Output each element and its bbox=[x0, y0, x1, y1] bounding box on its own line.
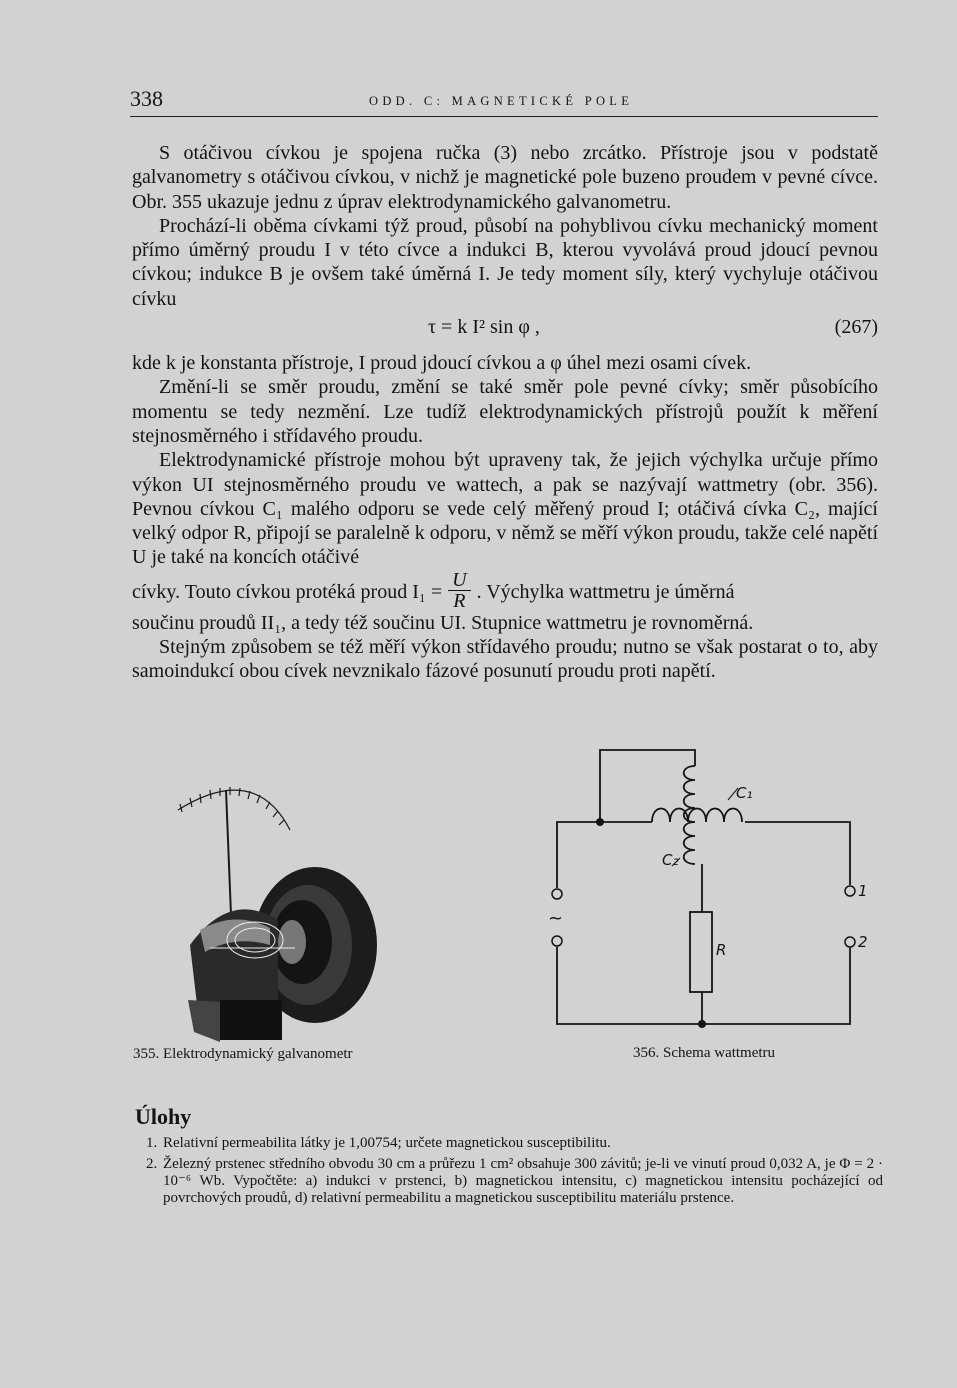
exercise-number: 1. bbox=[146, 1135, 158, 1151]
equation-number: (267) bbox=[834, 316, 878, 339]
text-fragment: . Výchylka wattmetru je úměrná bbox=[476, 580, 735, 603]
paragraph: Stejným způsobem se též měří výkon střídavého proudu; nutno se však postarat o to, aby samoindukcí obou cívek nevznikalo fázové posunutí proudu proti napětí. bbox=[132, 636, 878, 683]
exercise-number: 2. bbox=[146, 1156, 158, 1172]
exercise-text: Železný prstenec středního obvodu 30 cm a průřezu 1 cm² obsahuje 300 závitů; je-li ve vinutí proud 0,032 A, je Φ = 2 · 10⁻⁶ Wb. Vypočtěte: a) indukci v prstenci, b) magnetickou intensitu, c) magnetickou intensitu pocházející od povrchových proudů, d) relativní permeabilitu a magnetickou susceptibilitu materiálu prstence. bbox=[163, 1156, 883, 1206]
running-head: ODD. C: MAGNETICKÉ POLE bbox=[369, 94, 634, 108]
label-terminal-1: 1 bbox=[858, 882, 868, 900]
label-c2: C₂ bbox=[662, 851, 679, 869]
wattmeter-schematic bbox=[540, 740, 870, 1040]
label-terminal-2: 2 bbox=[858, 933, 868, 951]
paragraph: součinu proudů II₁, a tedy též součinu UI. Stupnice wattmetru je rovnoměrná. bbox=[132, 611, 754, 634]
page-header bbox=[130, 86, 878, 117]
fraction-denominator: R bbox=[448, 590, 470, 611]
paragraph: kde k je konstanta přístroje, I proud jdoucí cívkou a φ úhel mezi osami cívek. bbox=[132, 352, 752, 375]
paragraph: Elektrodynamické přístroje mohou být upraveny tak, že jejich výchylka určuje přímo výkon UI stejnosměrného proudu ve wattech, a pak se nazývají wattmetry (obr. 356). Pevnou cívkou C₁ malého odporu se vede celý měřený proud I; otáčivá cívka C₂, mající velký odpor R, připojí se paralelně k odporu, v němž se měří výkon proudu, takže celé napětí U je také na koncích otáčivé bbox=[132, 449, 878, 569]
fraction-u-over-r bbox=[448, 570, 470, 611]
galvanometer-illustration bbox=[160, 770, 390, 1045]
text-fragment: cívky. Touto cívkou protéká proud I₁ = bbox=[132, 580, 443, 603]
label-c1: C₁ bbox=[736, 784, 753, 802]
paragraph-with-fraction bbox=[132, 570, 878, 611]
formula: τ = k I² sin φ , bbox=[428, 316, 540, 339]
paragraph: Změní-li se směr proudu, změní se také směr pole pevné cívky; směr působícího momentu se tedy nezmění. Lze tudíž elektrodynamických přístrojů použít k měření stejnosměrného i střídavého proudu. bbox=[132, 376, 878, 447]
exercise-item bbox=[146, 1135, 883, 1152]
figure-355-caption: 355. Elektrodynamický galvanometr bbox=[133, 1046, 353, 1062]
ac-symbol: ~ bbox=[548, 908, 564, 929]
page-number: 338 bbox=[130, 86, 163, 111]
exercise-text: Relativní permeabilita látky je 1,00754; určete magnetickou susceptibilitu. bbox=[163, 1135, 611, 1151]
fraction-numerator: U bbox=[452, 568, 467, 591]
paragraph: Prochází-li oběma cívkami týž proud, působí na pohyblivou cívku mechanický moment přímo úměrný proudu I v této cívce a indukci B, kterou vyvolává proud jdoucí pevnou cívkou; indukce B je ovšem také úměrná I. Je tedy moment síly, který vychyluje otáčivou cívku bbox=[132, 214, 878, 310]
paragraph: S otáčivou cívkou je spojena ručka (3) nebo zrcátko. Přístroje jsou v podstatě galvanometry s otáčivou cívkou, v nichž je magnetické pole buzeno proudem v pevné cívce. Obr. 355 ukazuje jednu z úprav elektrodynamického galvanometru. bbox=[132, 142, 878, 213]
exercise-item bbox=[146, 1156, 883, 1207]
figure-356-caption: 356. Schema wattmetru bbox=[633, 1045, 776, 1061]
exercises-title: Úlohy bbox=[135, 1104, 192, 1129]
exercise-list bbox=[146, 1135, 883, 1211]
equation-267 bbox=[132, 315, 878, 351]
label-r: R bbox=[716, 941, 727, 959]
body-text bbox=[132, 141, 878, 684]
